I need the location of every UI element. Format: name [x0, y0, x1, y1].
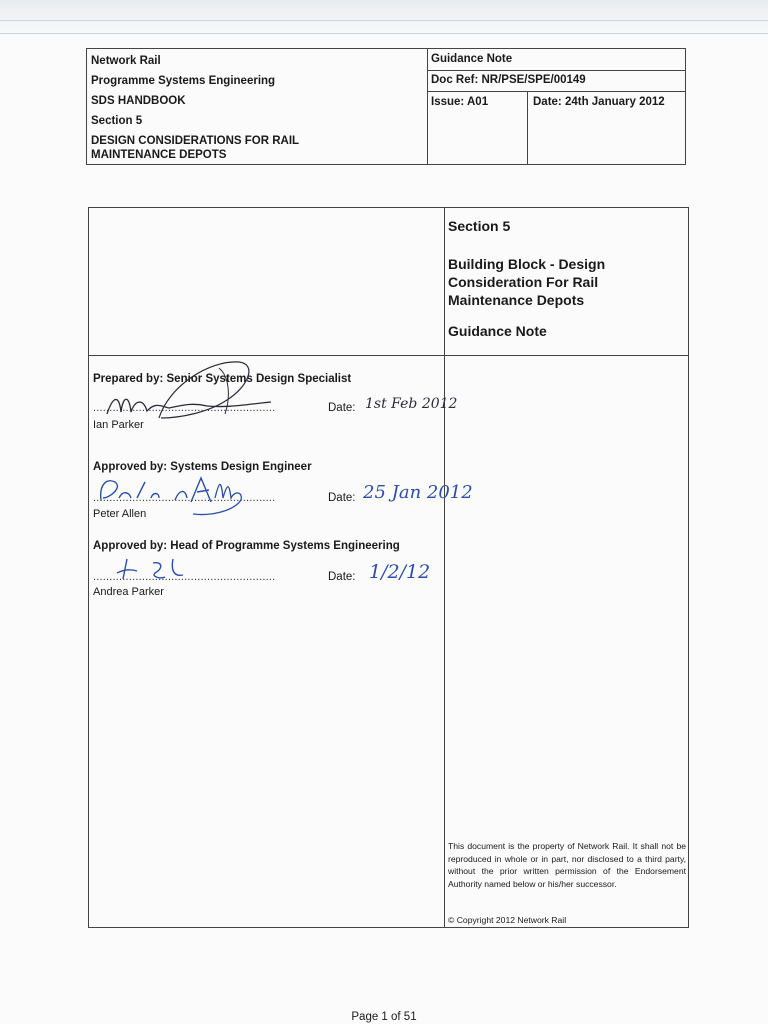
header-org: Network Rail: [91, 55, 161, 67]
block-section: Section 5: [448, 218, 511, 234]
header-doc-ref: Doc Ref: NR/PSE/SPE/00149: [431, 74, 586, 86]
scan-artifact-line: [0, 33, 768, 34]
vertical-divider: [444, 208, 445, 927]
prepared-by-sign-line: ........................................................: [93, 402, 276, 414]
header-handbook: SDS HANDBOOK: [91, 95, 186, 107]
head-approval-date-label: Date:: [328, 571, 356, 583]
header-issue: Issue: A01: [431, 96, 489, 108]
approved-by-name: Peter Allen: [93, 508, 147, 520]
header-doc-type-cell: [428, 49, 685, 71]
approved-by-sign-line: ........................................................: [93, 492, 276, 504]
header-divider: [527, 92, 528, 164]
approved-by-role: Approved by: Systems Design Engineer: [93, 461, 312, 473]
header-doc-type: Guidance Note: [431, 53, 513, 65]
property-notice: This document is the property of Network Rail. It shall not be reproduced in whole or in part, nor disclosed to a third party, without the prior written permission of the Endorsement Authority named below or his/her successor.: [448, 841, 686, 889]
document-header-table: [86, 48, 686, 165]
header-title-line1: DESIGN CONSIDERATIONS FOR RAIL: [91, 135, 300, 147]
scan-edge: [0, 0, 768, 44]
header-date: Date: 24th January 2012: [533, 96, 665, 108]
approved-by-date: 25 Jan 2012: [363, 482, 473, 503]
prepared-by-date: 1st Feb 2012: [365, 396, 458, 412]
head-approval-role: Approved by: Head of Programme Systems Engineering: [93, 540, 400, 552]
header-left-cell: [87, 49, 428, 164]
scan-artifact-line: [0, 20, 768, 21]
page-number: Page 1 of 51: [351, 1011, 417, 1023]
block-title-line3: Maintenance Depots: [448, 292, 585, 308]
block-title-line2: Consideration For Rail: [448, 274, 599, 290]
header-section: Section 5: [91, 115, 143, 127]
copyright-notice: © Copyright 2012 Network Rail: [448, 915, 567, 925]
head-approval-sign-line: ........................................................: [93, 571, 276, 583]
approved-by-date-label: Date:: [328, 492, 356, 504]
block-title-line1: Building Block - Design: [448, 256, 606, 272]
head-approval-name: Andrea Parker: [93, 586, 164, 598]
header-doc-ref-cell: [428, 71, 685, 92]
header-dept: Programme Systems Engineering: [91, 75, 276, 87]
prepared-by-date-label: Date:: [328, 402, 356, 414]
prepared-by-name: Ian Parker: [93, 419, 144, 431]
approval-block: [88, 207, 689, 928]
prepared-by-role: Prepared by: Senior Systems Design Specialist: [93, 373, 352, 385]
header-title-line2: MAINTENANCE DEPOTS: [91, 149, 227, 161]
head-approval-date: 1/2/12: [369, 561, 431, 583]
block-doc-type: Guidance Note: [448, 323, 547, 339]
